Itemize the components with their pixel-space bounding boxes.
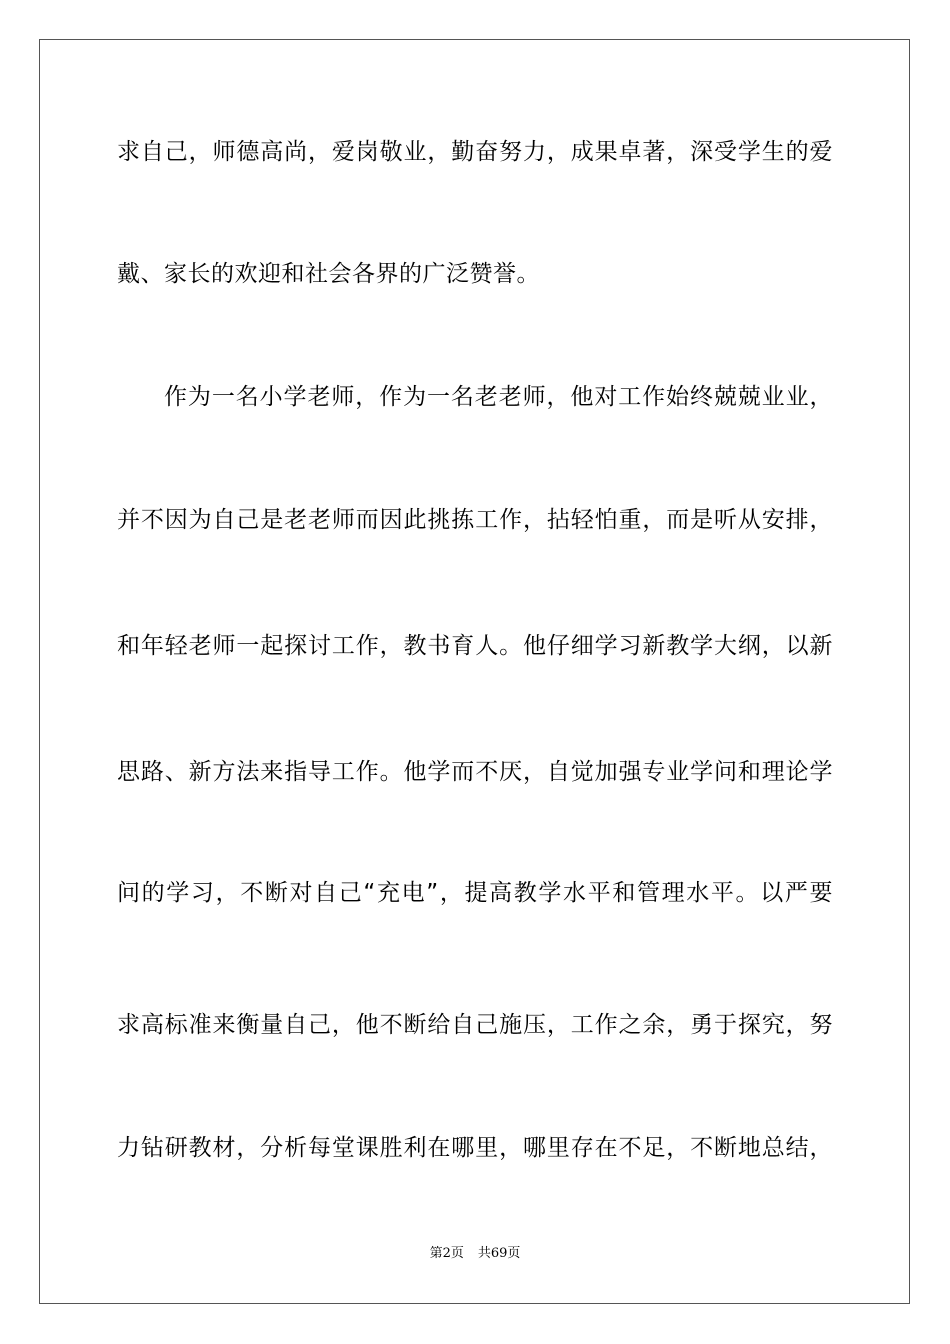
- total-pages: 共69页: [477, 1246, 521, 1261]
- page-footer: [0, 1246, 950, 1262]
- text-line: 和年轻老师一起探讨工作，教书育人。他仔细学习新教学大纲，以新: [117, 633, 833, 659]
- paragraph-start-line: 作为一名小学老师，作为一名老老师，他对工作始终兢兢业业，: [164, 384, 833, 410]
- text-line: 求自己，师德高尚，爱岗敬业，勤奋努力，成果卓著，深受学生的爱: [117, 139, 833, 165]
- page-frame: [39, 39, 910, 1304]
- text-line: 求高标准来衡量自己，他不断给自己施压，工作之余，勇于探究，努: [117, 1012, 833, 1038]
- text-line: 思路、新方法来指导工作。他学而不厌，自觉加强专业学问和理论学: [117, 759, 833, 785]
- text-line: 戴、家长的欢迎和社会各界的广泛赞誉。: [117, 261, 540, 287]
- text-line: 力钻研教材，分析每堂课胜利在哪里，哪里存在不足，不断地总结，: [117, 1135, 833, 1161]
- page-number: 第2页: [429, 1246, 464, 1261]
- text-line: 问的学习，不断对自己“充电”，提高教学水平和管理水平。以严要: [117, 880, 833, 906]
- text-line: 并不因为自己是老老师而因此挑拣工作，拈轻怕重，而是听从安排，: [117, 507, 833, 533]
